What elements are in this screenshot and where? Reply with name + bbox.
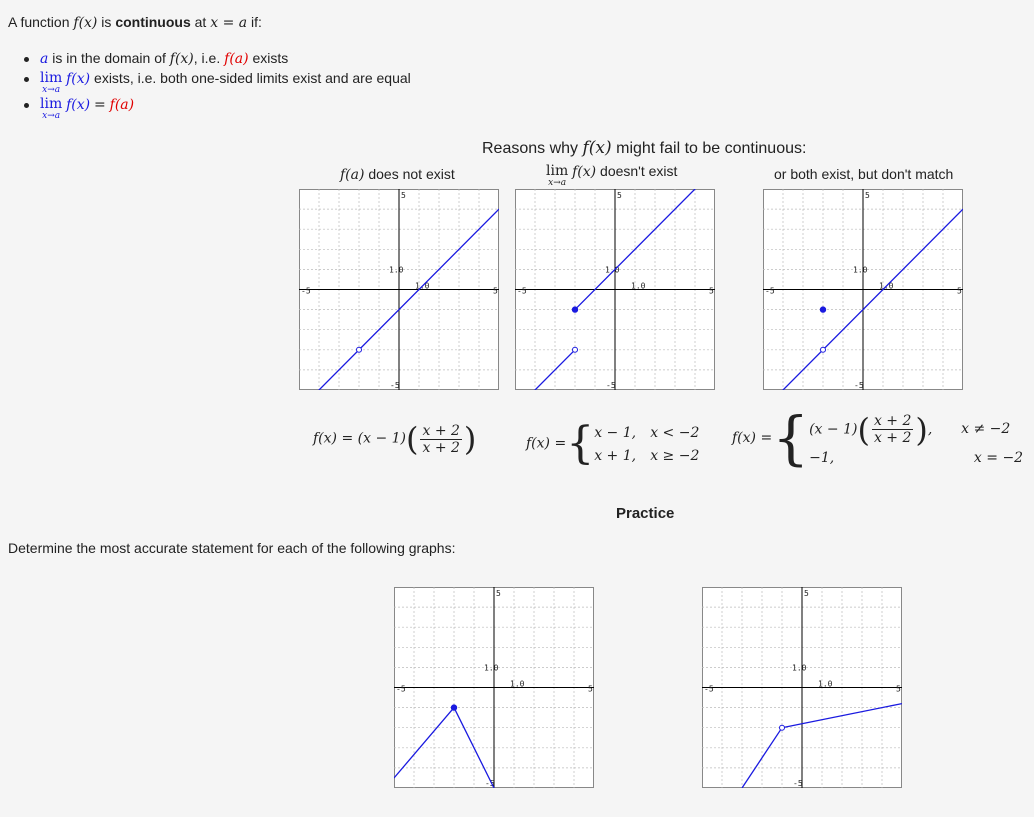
lim-symbol: lim x→a	[40, 70, 63, 95]
practice-graph-1	[394, 587, 594, 788]
tick-label-bottom: -5	[485, 779, 495, 788]
lim-symbol: lim x→a	[40, 96, 63, 121]
tick-label-y-one: 1.0	[605, 265, 620, 275]
graph-jump-discontinuity	[515, 189, 715, 390]
caption-undefined	[340, 166, 455, 183]
tick-label-x-one: 1.0	[510, 679, 525, 689]
tick-label-y-one: 1.0	[484, 663, 499, 673]
tick-label-top: 5	[804, 589, 809, 598]
caption-text: or both exist, but don't match	[774, 166, 954, 182]
cond-fa: f(a)	[224, 51, 249, 67]
bullet	[24, 77, 29, 82]
cond-fx: f(x)	[169, 51, 194, 67]
tick-label-top: 5	[617, 191, 622, 200]
caption-fa: f(a)	[340, 167, 365, 183]
cond-fx: f(x)	[66, 71, 91, 87]
formula-2: f(x) ={x − 1, x < −2 x + 1, x ≥ −2	[526, 418, 700, 469]
tick-label-top: 5	[865, 191, 870, 200]
reasons-title	[482, 138, 806, 158]
caption-mismatch	[774, 166, 953, 182]
tick-label-top: 5	[496, 589, 501, 598]
formula-lhs: f(x) =	[526, 435, 567, 452]
tick-label-y-one: 1.0	[853, 265, 868, 275]
tick-label-x-one: 1.0	[879, 281, 894, 291]
tick-label-x-one: 1.0	[631, 281, 646, 291]
tick-label-bottom: -5	[793, 779, 803, 788]
tick-label-bottom: -5	[390, 381, 400, 390]
tick-label-x-one: 1.0	[818, 679, 833, 689]
tick-label-right: 5	[957, 286, 962, 296]
intro-if: if:	[250, 14, 262, 30]
cond-text: exists, i.e. both one-sided limits exist and are equal	[94, 70, 411, 86]
cond-eq: =	[94, 97, 106, 113]
cond-fx: f(x)	[66, 97, 91, 113]
cond-text: is in the domain of	[52, 50, 166, 66]
tick-label-bottom: -5	[606, 381, 616, 390]
practice-instruction: Determine the most accurate statement for each of the following graphs:	[8, 540, 456, 556]
graph-undefined-value	[299, 189, 499, 390]
reasons-title-pre: Reasons why	[482, 140, 579, 157]
caption-text: doesn't exist	[600, 163, 678, 179]
tick-label-top: 5	[401, 191, 406, 200]
bullet	[24, 103, 29, 108]
intro-prefix: A function	[8, 14, 70, 30]
bullet	[24, 57, 29, 62]
tick-label-left: -5	[517, 286, 527, 296]
closed-point	[451, 705, 456, 710]
tick-label-right: 5	[896, 684, 901, 694]
intro-continuous: continuous	[115, 14, 191, 30]
open-point	[780, 725, 785, 730]
closed-point	[820, 307, 825, 312]
cond-ie: , i.e.	[193, 50, 221, 66]
graph-mismatched-value	[763, 189, 963, 390]
tick-label-y-one: 1.0	[389, 265, 404, 275]
caption-text: does not exist	[368, 166, 455, 182]
tick-label-x-one: 1.0	[415, 281, 430, 291]
tick-label-right: 5	[493, 286, 498, 296]
tick-label-left: -5	[765, 286, 775, 296]
tick-label-left: -5	[704, 684, 714, 694]
tick-label-y-one: 1.0	[792, 663, 807, 673]
closed-point	[572, 307, 577, 312]
formula-3: f(x) ={ (x − 1)( $\frac{x + 2}{x + 2}$ ), x ≠ −2 −1, x = −2	[732, 404, 1024, 472]
condition-domain	[40, 50, 288, 67]
intro-line	[8, 14, 262, 31]
tick-label-right: 5	[709, 286, 714, 296]
intro-at: at	[194, 14, 207, 30]
open-point	[573, 347, 578, 352]
open-point	[357, 347, 362, 352]
cases: x − 1, x < −2 x + 1, x ≥ −2	[594, 424, 700, 464]
open-point	[821, 347, 826, 352]
condition-limit-equals	[40, 96, 134, 121]
tick-label-left: -5	[301, 286, 311, 296]
formula-1: f(x) = (x − 1)( $\frac{x + 2}{x + 2}$ )	[313, 420, 477, 458]
practice-heading: Practice	[616, 505, 675, 522]
intro-fx: f(x)	[73, 15, 98, 31]
lim-symbol: lim x→a	[546, 163, 569, 188]
caption-fx: f(x)	[572, 164, 597, 180]
cases: (x − 1)( $\frac{x + 2}{x + 2}$ ), x ≠ −2 −1, x = −2	[809, 410, 1024, 466]
tick-label-left: -5	[396, 684, 406, 694]
tick-label-bottom: -5	[854, 381, 864, 390]
condition-limit-exists	[40, 70, 411, 95]
intro-is: is	[101, 14, 112, 30]
reasons-title-fx: f(x)	[582, 138, 612, 158]
cond-text: exists	[252, 50, 289, 66]
fraction: $\frac{x + 2}{x + 2}$	[422, 422, 460, 456]
cond-a: a	[40, 51, 49, 67]
formula-lhs: f(x) =	[732, 430, 773, 446]
caption-limit	[546, 163, 677, 188]
practice-graph-2	[702, 587, 902, 788]
intro-xa: x = a	[210, 15, 248, 31]
reasons-title-post: might fail to be continuous:	[616, 140, 807, 157]
formula-lhs: f(x) = (x − 1)	[313, 430, 406, 447]
cond-fa: f(a)	[109, 97, 135, 113]
tick-label-right: 5	[588, 684, 593, 694]
